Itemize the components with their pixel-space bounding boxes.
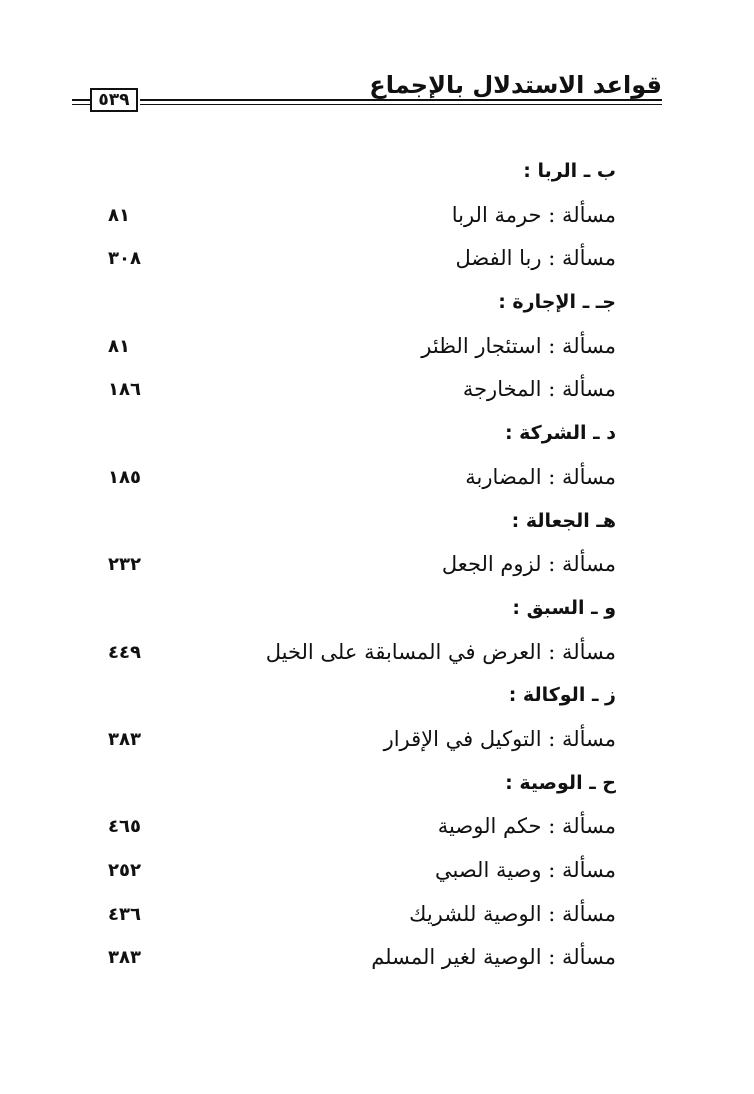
header-rule <box>140 104 662 105</box>
index-entry <box>100 325 616 369</box>
index-entry <box>100 543 616 587</box>
running-header-title: قواعد الاستدلال بالإجماع <box>369 71 662 99</box>
header-rule <box>140 99 662 101</box>
entry-page-number: ١٨٥ <box>108 466 141 488</box>
index-entry <box>100 631 616 675</box>
section-heading: و ـ السبق : <box>512 596 616 619</box>
entry-title: مسألة : لزوم الجعل <box>441 552 616 577</box>
entry-title: مسألة : المخارجة <box>462 377 616 402</box>
section-heading: ز ـ الوكالة : <box>508 684 616 707</box>
entry-title: مسألة : العرض في المسابقة على الخيل <box>265 639 616 664</box>
section-heading: هـ الجعالة : <box>511 509 616 532</box>
entry-page-number: ٤٣٦ <box>108 903 141 925</box>
index-entry <box>100 893 616 937</box>
entry-page-number: ٢٥٢ <box>108 860 141 881</box>
index-entry <box>100 456 616 500</box>
entry-page-number: ١٨٦ <box>108 379 141 401</box>
entry-title: مسألة : ربا الفضل <box>455 246 616 271</box>
header-rule <box>72 104 90 105</box>
entry-title: مسألة : المضاربة <box>465 464 616 489</box>
entry-title: مسألة : الوصية لغير المسلم <box>371 945 616 970</box>
entry-title: مسألة : وصية الصبي <box>435 858 616 882</box>
entry-page-number: ٣٨٣ <box>108 728 141 750</box>
entry-title: مسألة : استئجار الظئر <box>421 333 616 358</box>
entry-title: مسألة : الوصية للشريك <box>409 901 616 926</box>
section-heading: د ـ الشركة : <box>504 422 616 445</box>
entry-page-number: ٣٠٨ <box>108 248 141 270</box>
entry-title: مسألة : حرمة الربا <box>451 202 616 227</box>
entry-page-number: ٤٦٥ <box>108 816 141 838</box>
entry-page-number: ٨١ <box>108 335 130 357</box>
section-heading-row <box>100 412 616 456</box>
section-heading: ب ـ الربا : <box>523 160 616 182</box>
entry-title: مسألة : حكم الوصية <box>437 814 616 839</box>
entry-page-number: ٣٨٣ <box>108 947 141 969</box>
index-entry <box>100 194 616 238</box>
section-heading-row <box>100 281 616 325</box>
entry-page-number: ٨١ <box>108 204 130 226</box>
section-heading-row <box>100 762 616 806</box>
section-heading-row <box>100 150 616 194</box>
index-list <box>100 150 616 980</box>
header-rule <box>72 99 90 101</box>
entry-page-number: ٢٣٢ <box>108 554 141 576</box>
section-heading-row <box>100 587 616 631</box>
index-entry <box>100 368 616 412</box>
index-entry <box>100 237 616 281</box>
section-heading-row <box>100 674 616 718</box>
entry-page-number: ٤٤٩ <box>108 641 141 663</box>
index-entry <box>100 718 616 762</box>
section-heading-row <box>100 500 616 544</box>
page-number: ٥٣٩ <box>90 88 138 112</box>
index-entry <box>100 936 616 980</box>
index-entry <box>100 805 616 849</box>
section-heading: جـ ـ الإجارة : <box>498 291 616 314</box>
entry-title: مسألة : التوكيل في الإقرار <box>383 726 616 751</box>
index-entry <box>100 849 616 893</box>
section-heading: ح ـ الوصية : <box>505 771 616 794</box>
